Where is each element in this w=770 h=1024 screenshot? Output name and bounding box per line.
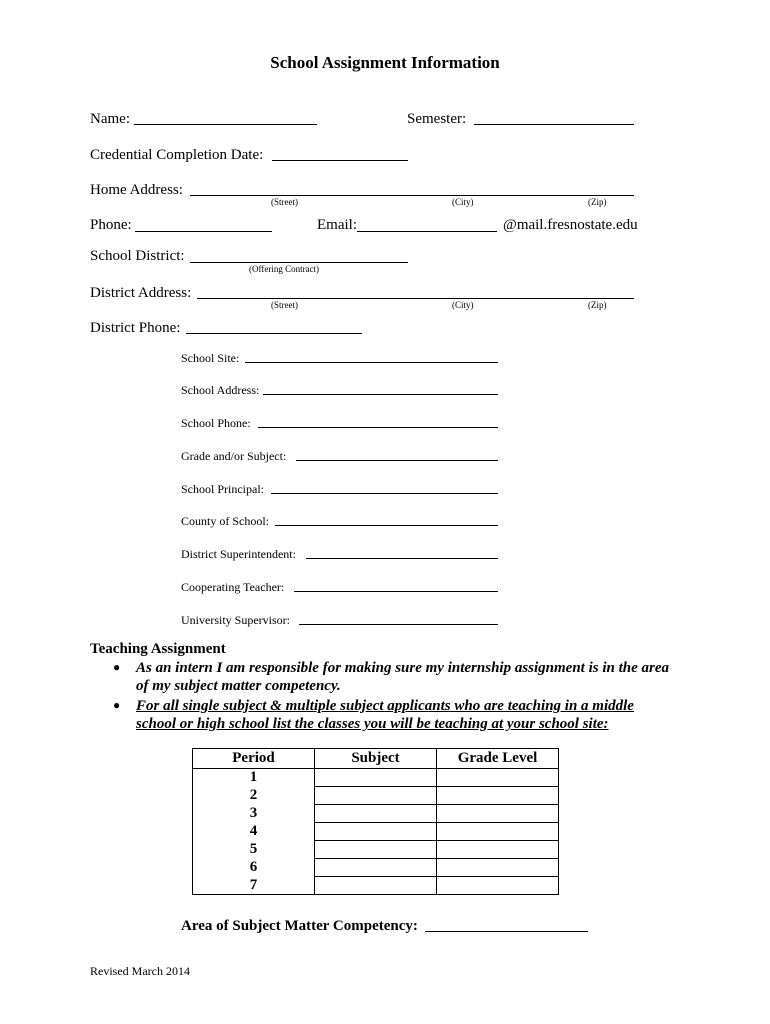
period-number: 1	[193, 769, 315, 787]
email-domain: @mail.fresnostate.edu	[503, 217, 638, 233]
grade-level-cell[interactable]	[437, 805, 559, 823]
table-header-row	[193, 749, 559, 769]
home-address-field[interactable]	[190, 195, 634, 196]
home-city-hint: (City)	[452, 197, 474, 207]
period-number: 3	[193, 805, 315, 823]
grade-level-cell[interactable]	[437, 769, 559, 787]
school-site-field[interactable]	[245, 362, 498, 363]
district-city-hint: (City)	[452, 300, 474, 310]
county-label: County of School:	[181, 514, 270, 528]
bullet2-line2: school or high school list the classes you will be teaching at your school site:	[136, 716, 609, 732]
district-address-label: District Address:	[90, 285, 192, 301]
school-address-field[interactable]	[263, 394, 498, 395]
table-row	[193, 877, 559, 895]
bullet-dot-icon: ●	[113, 698, 121, 712]
subject-cell[interactable]	[315, 769, 437, 787]
subject-cell[interactable]	[315, 823, 437, 841]
bullet-dot-icon: ●	[113, 660, 121, 674]
semester-label: Semester:	[407, 111, 467, 127]
school-phone-field[interactable]	[258, 427, 498, 428]
grade-level-cell[interactable]	[437, 823, 559, 841]
district-address-field[interactable]	[197, 298, 634, 299]
school-principal-field[interactable]	[271, 493, 498, 494]
school-district-field[interactable]	[190, 262, 408, 263]
subject-cell[interactable]	[315, 859, 437, 877]
school-principal-label: School Principal:	[181, 482, 264, 496]
period-number: 5	[193, 841, 315, 859]
home-address-label: Home Address:	[90, 182, 183, 198]
cooperating-teacher-label: Cooperating Teacher:	[181, 580, 285, 594]
period-header: Period	[193, 749, 315, 769]
district-phone-label: District Phone:	[90, 320, 181, 336]
phone-label: Phone:	[90, 217, 132, 233]
superintendent-field[interactable]	[306, 558, 498, 559]
subject-cell[interactable]	[315, 877, 437, 895]
name-field[interactable]	[134, 124, 317, 125]
grade-level-header: Grade Level	[437, 749, 559, 769]
name-label: Name:	[90, 111, 130, 127]
school-site-label: School Site:	[181, 351, 240, 365]
university-supervisor-field[interactable]	[299, 624, 498, 625]
subject-cell[interactable]	[315, 805, 437, 823]
teaching-heading: Teaching Assignment	[90, 641, 226, 657]
cooperating-teacher-field[interactable]	[294, 591, 498, 592]
district-zip-hint: (Zip)	[588, 300, 607, 310]
revised-footer: Revised March 2014	[90, 964, 190, 978]
grade-subject-field[interactable]	[296, 460, 498, 461]
district-phone-field[interactable]	[186, 333, 362, 334]
offering-contract-hint: (Offering Contract)	[249, 264, 320, 274]
credential-date-label: Credential Completion Date:	[90, 147, 264, 163]
period-table	[192, 748, 559, 895]
school-phone-label: School Phone:	[181, 416, 251, 430]
subject-cell[interactable]	[315, 841, 437, 859]
period-number: 4	[193, 823, 315, 841]
table-row	[193, 805, 559, 823]
period-number: 7	[193, 877, 315, 895]
competency-field[interactable]	[425, 931, 588, 932]
bullet1-line2: of my subject matter competency.	[136, 678, 341, 694]
table-row	[193, 823, 559, 841]
grade-level-cell[interactable]	[437, 859, 559, 877]
school-district-label: School District:	[90, 248, 185, 264]
county-field[interactable]	[275, 525, 498, 526]
page-title: School Assignment Information	[270, 53, 500, 72]
table-row	[193, 787, 559, 805]
district-street-hint: (Street)	[271, 300, 298, 310]
email-field[interactable]	[357, 231, 497, 232]
competency-label: Area of Subject Matter Competency:	[181, 918, 418, 934]
home-zip-hint: (Zip)	[588, 197, 607, 207]
table-row	[193, 859, 559, 877]
subject-header: Subject	[315, 749, 437, 769]
semester-field[interactable]	[474, 124, 634, 125]
bullet1-line1: As an intern I am responsible for making sure my internship assignment is in the area	[136, 660, 670, 676]
bullet2-line1: For all single subject & multiple subject applicants who are teaching in a middle	[136, 698, 634, 714]
period-number: 6	[193, 859, 315, 877]
credential-date-field[interactable]	[272, 160, 408, 161]
table-row	[193, 841, 559, 859]
period-number: 2	[193, 787, 315, 805]
grade-level-cell[interactable]	[437, 841, 559, 859]
superintendent-label: District Superintendent:	[181, 547, 296, 561]
grade-level-cell[interactable]	[437, 787, 559, 805]
grade-level-cell[interactable]	[437, 877, 559, 895]
subject-cell[interactable]	[315, 787, 437, 805]
home-street-hint: (Street)	[271, 197, 298, 207]
email-label: Email:	[317, 217, 357, 233]
grade-subject-label: Grade and/or Subject:	[181, 449, 287, 463]
school-address-label: School Address:	[181, 383, 260, 397]
phone-field[interactable]	[135, 231, 272, 232]
university-supervisor-label: University Supervisor:	[181, 613, 290, 627]
table-row	[193, 769, 559, 787]
